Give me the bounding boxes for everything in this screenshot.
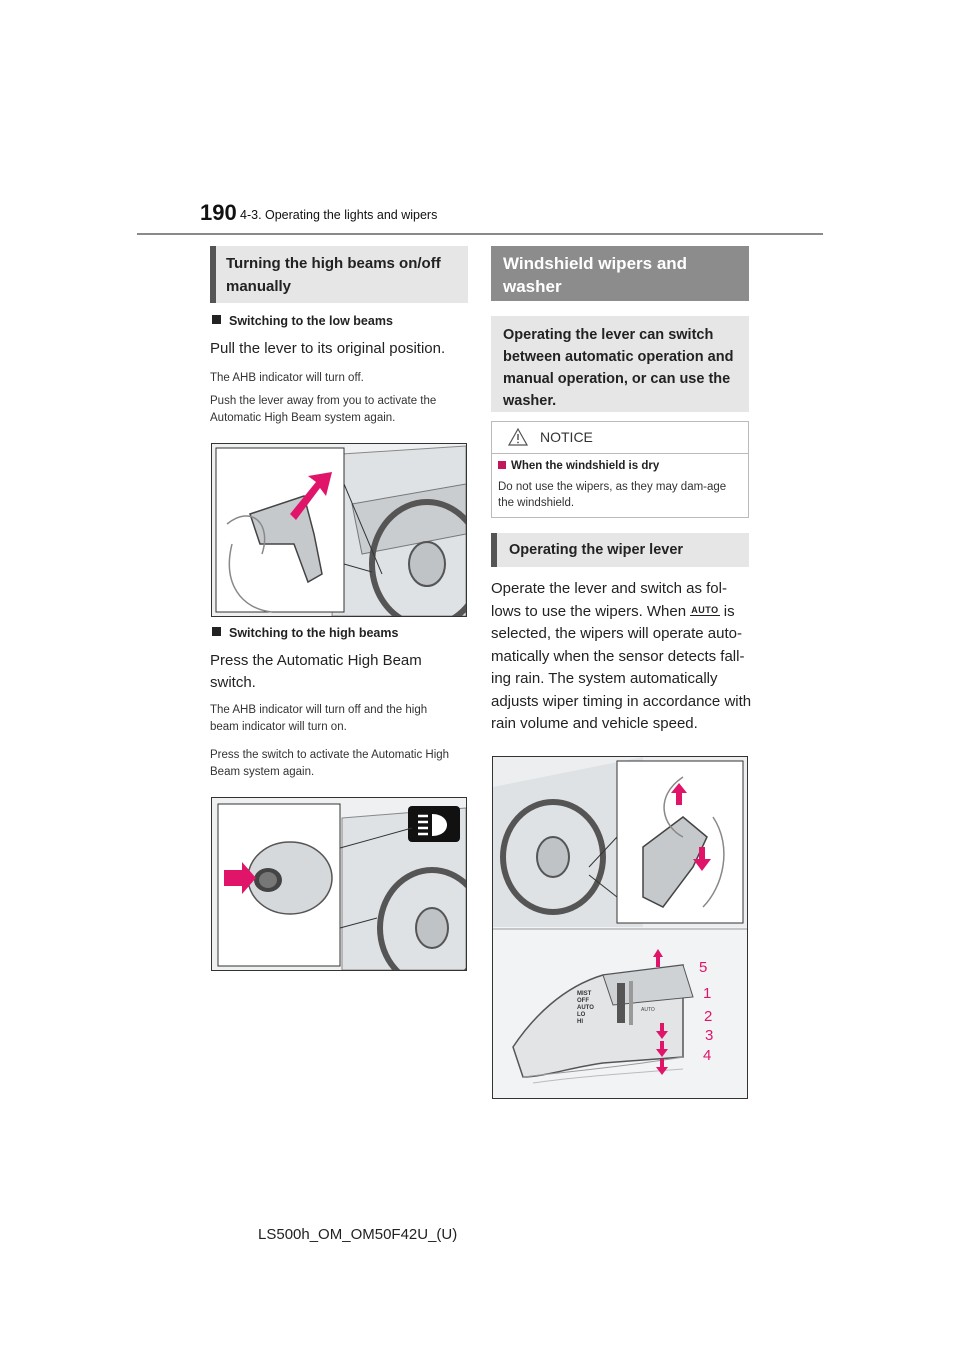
lever-position-3: 3 (705, 1027, 714, 1044)
lever-position-1: 1 (703, 985, 712, 1002)
section-title: 4-3. Operating the lights and wipers (240, 208, 438, 222)
page-number: 190 (200, 200, 237, 225)
high-beams-instruction: Press the Automatic High Beam switch. (210, 652, 422, 691)
bullet-square-icon (212, 627, 221, 636)
lever-auto-small-label: AUTO (641, 1007, 655, 1013)
heading-wipers-washer: Windshield wipers and washer (491, 246, 749, 301)
subhead-low-beams: Switching to the low beams (212, 314, 393, 328)
notice-text: Do not use the wipers, as they may dam-age the windshield. (498, 481, 727, 509)
heading-wiper-lever: Operating the wiper lever (491, 533, 749, 567)
notice-header (492, 422, 748, 454)
heading-high-beams-manual: Turning the high beams on/off manually (210, 246, 468, 303)
low-beams-note-1: The AHB indicator will turn off. (210, 372, 364, 384)
manual-code: LS500h_OM_OM50F42U_(U) (258, 1226, 458, 1243)
warning-triangle-icon (508, 428, 528, 446)
notice-title: NOTICE (540, 429, 593, 445)
low-beams-note-2: Push the lever away from you to activate the Automatic High Beam system again. (210, 395, 437, 424)
high-beams-note-1: The AHB indicator will turn off and the high beam indicator will turn on. (210, 704, 428, 733)
lever-position-4: 4 (703, 1047, 712, 1064)
high-beams-note-2: Press the switch to activate the Automatic High Beam system again. (210, 749, 450, 778)
low-beams-instruction: Pull the lever to its original position. (210, 340, 446, 357)
bullet-square-icon (498, 461, 506, 469)
lever-mode-labels: MIST OFF AUTO LO HI (577, 991, 594, 1025)
wiper-lever-body: Operate the lever and switch as fol-lows to use the wipers. When AUTO is selected, the wipers will operate auto-matically when the sensor detects fall-ing rain. The system automatically adjusts wiper timing in accordance with rain volume and vehicle speed. (491, 580, 752, 732)
lever-position-5: 5 (699, 959, 708, 976)
auto-mode-icon: AUTO (691, 604, 719, 615)
header-rule (137, 233, 823, 235)
lever-position-2: 2 (704, 1008, 713, 1025)
figure-low-beam-lever (211, 443, 467, 617)
notice-subtitle: When the windshield is dry (498, 460, 659, 472)
figure-wiper-lever (492, 756, 748, 1099)
bullet-square-icon (212, 315, 221, 324)
subhead-high-beams: Switching to the high beams (212, 626, 398, 640)
notice-box (491, 421, 749, 518)
figure-high-beam-switch (211, 797, 467, 971)
wiper-intro-box: Operating the lever can switch between automatic operation and manual operation, or can use the washer. (491, 316, 749, 412)
